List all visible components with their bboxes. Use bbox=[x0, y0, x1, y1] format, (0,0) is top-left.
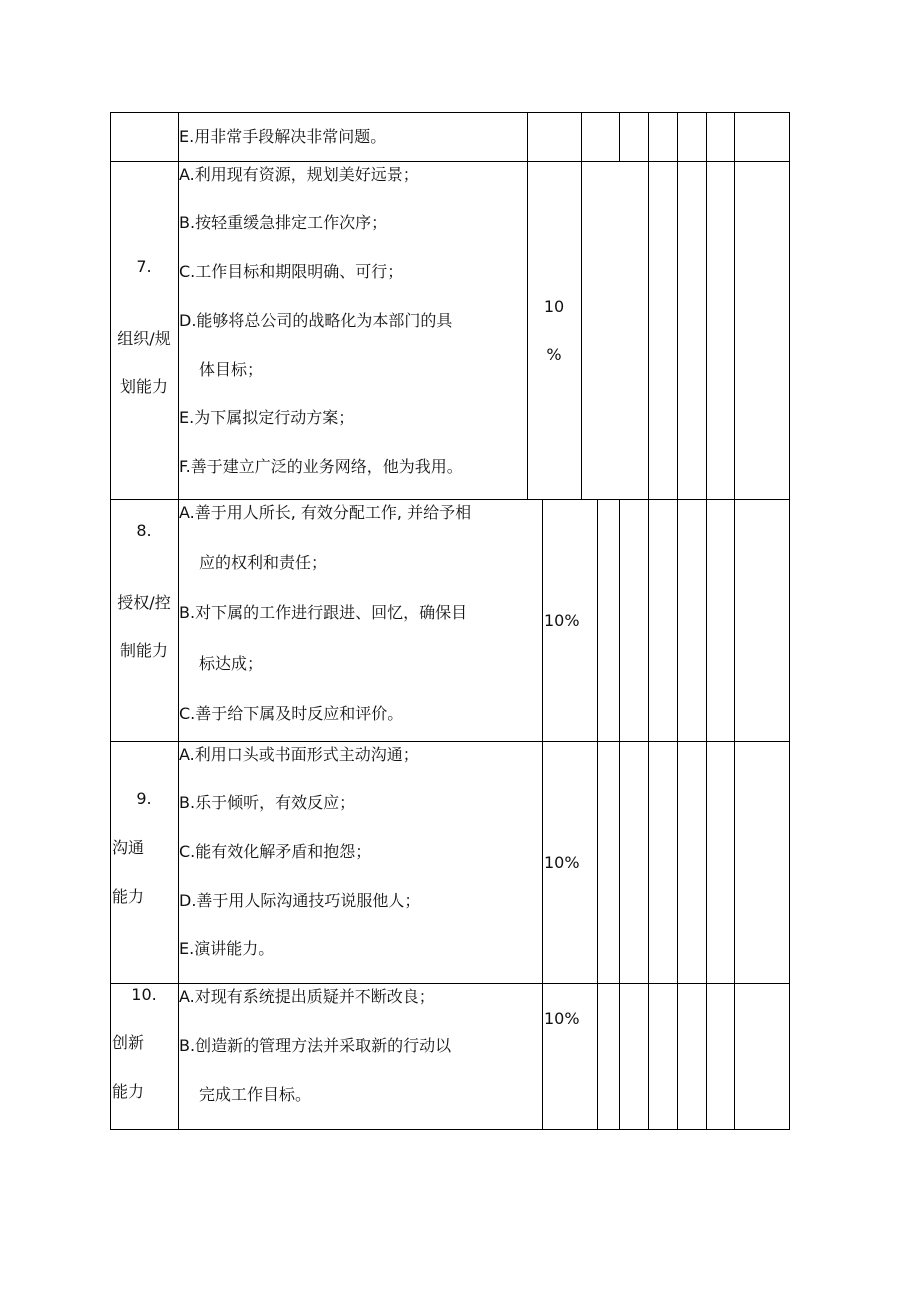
criteria-item: B.按轻重缓急排定工作次序； bbox=[179, 213, 388, 232]
criteria-item: C.善于给下属及时反应和评价。 bbox=[179, 704, 404, 723]
row-divider bbox=[110, 741, 790, 742]
row-divider bbox=[110, 983, 790, 984]
column-divider bbox=[597, 499, 598, 1130]
competency-title: 能力 bbox=[112, 1082, 145, 1101]
column-divider bbox=[706, 112, 707, 1130]
table-border-top bbox=[110, 112, 790, 113]
criteria-item: F.善于建立广泛的业务网络，他为我用。 bbox=[179, 457, 463, 476]
column-divider bbox=[581, 112, 582, 500]
column-divider bbox=[542, 499, 543, 1130]
column-divider bbox=[648, 112, 649, 1130]
column-divider bbox=[619, 499, 620, 1130]
column-divider bbox=[734, 112, 735, 1130]
row-number: 9. bbox=[136, 789, 152, 808]
criteria-item: 应的权利和责任； bbox=[199, 553, 328, 572]
weight-value: 10% bbox=[544, 611, 580, 630]
criteria-item: E.为下属拟定行动方案； bbox=[179, 408, 355, 427]
row-number: 8. bbox=[136, 521, 152, 540]
criteria-item: B.乐于倾听，有效反应； bbox=[179, 793, 356, 812]
table-border-right bbox=[789, 112, 790, 1130]
criteria-item: A.利用口头或书面形式主动沟通； bbox=[179, 745, 419, 764]
column-divider bbox=[619, 112, 620, 161]
row-number: 10. bbox=[131, 985, 157, 1004]
criteria-item: A.对现有系统提出质疑并不断改良； bbox=[179, 987, 435, 1006]
competency-title: 能力 bbox=[112, 887, 145, 906]
competency-title: 划能力 bbox=[119, 377, 168, 396]
criteria-item: D.能够将总公司的战略化为本部门的具 bbox=[179, 311, 453, 330]
weight-value: 10% bbox=[544, 1009, 580, 1028]
criteria-item: 标达成； bbox=[199, 654, 264, 673]
weight-value: 10 bbox=[543, 297, 565, 316]
competency-title: 沟通 bbox=[112, 838, 145, 857]
criteria-item: 完成工作目标。 bbox=[199, 1085, 312, 1104]
row-number: 7. bbox=[136, 257, 152, 276]
weight-value: % bbox=[546, 345, 562, 364]
competency-title: 组织/规 bbox=[117, 329, 171, 348]
row-divider bbox=[110, 499, 790, 500]
criteria-item: 体目标； bbox=[199, 360, 264, 379]
competency-title: 制能力 bbox=[119, 641, 168, 660]
competency-title: 创新 bbox=[112, 1033, 145, 1052]
table-border-bottom bbox=[110, 1129, 790, 1130]
criteria-item: D.善于用人际沟通技巧说服他人； bbox=[179, 891, 421, 910]
criteria-item: A.善于用人所长, 有效分配工作, 并给予相 bbox=[179, 503, 472, 522]
criteria-item: E.用非常手段解决非常问题。 bbox=[179, 127, 387, 146]
criteria-item: C.工作目标和期限明确、可行； bbox=[179, 262, 404, 281]
weight-value: 10% bbox=[544, 853, 580, 872]
criteria-item: B.对下属的工作进行跟进、回忆，确保目 bbox=[179, 603, 468, 622]
criteria-item: E.演讲能力。 bbox=[179, 939, 275, 958]
criteria-item: B.创造新的管理方法并采取新的行动以 bbox=[179, 1036, 452, 1055]
row-divider bbox=[110, 161, 790, 162]
criteria-item: A.利用现有资源，规划美好远景； bbox=[179, 165, 419, 184]
column-divider bbox=[677, 112, 678, 1130]
competency-title: 授权/控 bbox=[117, 593, 171, 612]
criteria-item: C.能有效化解矛盾和抱怨； bbox=[179, 842, 372, 861]
